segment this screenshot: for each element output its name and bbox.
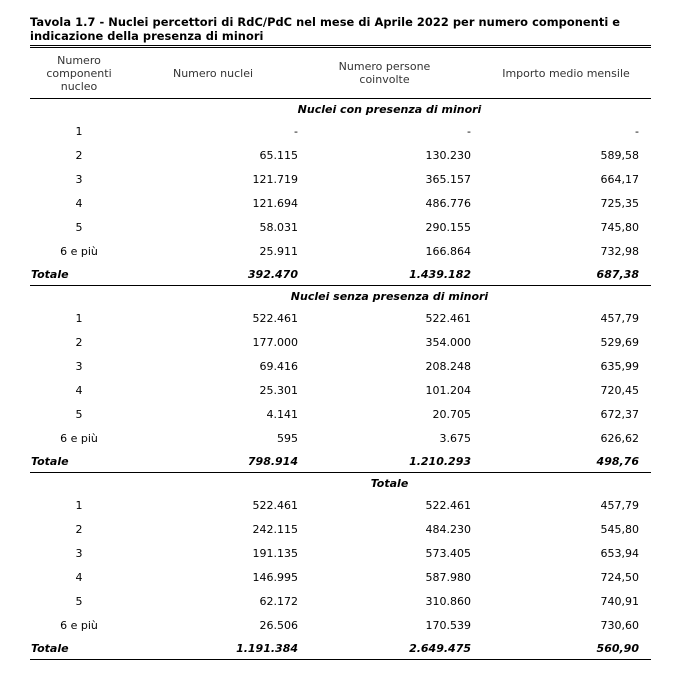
header-importo-label: Importo medio mensile [502, 66, 630, 80]
cell-importo: 545,80 [600, 522, 639, 536]
cell-componenti: 6 e più [60, 431, 98, 445]
table-row [30, 306, 651, 330]
cell-nuclei: 595 [277, 431, 298, 445]
cell-persone: 3.675 [439, 431, 471, 445]
section-header [30, 99, 651, 120]
cell-componenti: 4 [75, 383, 83, 397]
cell-nuclei: - [294, 124, 298, 138]
data-table [30, 48, 651, 660]
total-nuclei: 1.191.384 [128, 637, 298, 660]
cell-nuclei: 4.141 [266, 407, 298, 421]
cell-persone: 170.539 [425, 618, 471, 632]
table-row [30, 402, 651, 426]
table-row [30, 143, 651, 167]
table-row [30, 215, 651, 239]
total-row [30, 637, 651, 660]
table-row [30, 565, 651, 589]
cell-persone: 130.230 [425, 148, 471, 162]
cell-importo: 457,79 [600, 311, 639, 325]
cell-componenti: 1 [75, 498, 83, 512]
cell-nuclei: 146.995 [252, 570, 298, 584]
cell-persone: 484.230 [425, 522, 471, 536]
table-row [30, 119, 651, 143]
table-row [30, 378, 651, 402]
cell-persone: 290.155 [425, 220, 471, 234]
cell-nuclei: 121.719 [252, 172, 298, 186]
cell-nuclei: 26.506 [259, 618, 298, 632]
cell-nuclei: 25.911 [259, 244, 298, 258]
total-persone: 2.649.475 [298, 637, 471, 660]
section-header [30, 286, 651, 307]
total-label: Totale [30, 637, 128, 660]
total-importo: 687,38 [471, 263, 651, 286]
cell-componenti: 1 [75, 124, 83, 138]
cell-nuclei: 69.416 [259, 359, 298, 373]
cell-componenti: 2 [75, 335, 83, 349]
header-persone [298, 48, 471, 99]
cell-persone: 365.157 [425, 172, 471, 186]
total-label: Totale [30, 450, 128, 473]
cell-componenti: 3 [75, 359, 83, 373]
cell-persone: - [467, 124, 471, 138]
section-title: Nuclei senza presenza di minori [290, 289, 489, 303]
cell-componenti: 2 [75, 148, 83, 162]
total-row [30, 450, 651, 473]
cell-componenti: 6 e più [60, 618, 98, 632]
cell-persone: 166.864 [425, 244, 471, 258]
cell-importo: 732,98 [600, 244, 639, 258]
cell-importo: 745,80 [600, 220, 639, 234]
cell-nuclei: 121.694 [252, 196, 298, 210]
table-body [30, 99, 651, 660]
cell-componenti: 6 e più [60, 244, 98, 258]
header-persone-line1: Numero persone [338, 60, 431, 73]
cell-importo: 589,58 [600, 148, 639, 162]
cell-nuclei: 522.461 [252, 311, 298, 325]
cell-importo: 724,50 [600, 570, 639, 584]
header-persone-line2: coinvolte [359, 73, 410, 86]
cell-nuclei: 58.031 [259, 220, 298, 234]
cell-componenti: 4 [75, 196, 83, 210]
header-componenti-line2: componenti [46, 66, 112, 80]
table-row [30, 191, 651, 215]
cell-persone: 208.248 [425, 359, 471, 373]
cell-persone: 522.461 [425, 311, 471, 325]
cell-componenti: 4 [75, 570, 83, 584]
cell-nuclei: 191.135 [252, 546, 298, 560]
cell-persone: 20.705 [432, 407, 471, 421]
cell-persone: 310.860 [425, 594, 471, 608]
cell-nuclei: 522.461 [252, 498, 298, 512]
cell-nuclei: 177.000 [252, 335, 298, 349]
table-row [30, 541, 651, 565]
cell-componenti: 5 [75, 220, 83, 234]
cell-persone: 354.000 [425, 335, 471, 349]
cell-persone: 587.980 [425, 570, 471, 584]
table-row [30, 493, 651, 517]
header-componenti [30, 48, 128, 99]
cell-componenti: 1 [75, 311, 83, 325]
table-title: Tavola 1.7 - Nuclei percettori di RdC/PdC nel mese di Aprile 2022 per numero componenti e indicazione della presenza di minori [30, 15, 621, 43]
cell-importo: 653,94 [600, 546, 639, 560]
cell-importo: 664,17 [600, 172, 639, 186]
cell-persone: 486.776 [425, 196, 471, 210]
table-row [30, 517, 651, 541]
table-row [30, 239, 651, 263]
header-importo [471, 48, 651, 99]
table-row [30, 613, 651, 637]
cell-nuclei: 62.172 [259, 594, 298, 608]
header-row [30, 48, 651, 99]
section-title: Nuclei con presenza di minori [297, 102, 482, 116]
total-persone: 1.210.293 [298, 450, 471, 473]
cell-importo: 672,37 [600, 407, 639, 421]
total-row [30, 263, 651, 286]
cell-componenti: 3 [75, 172, 83, 186]
table-container [30, 0, 651, 660]
table-row [30, 167, 651, 191]
total-nuclei: 392.470 [128, 263, 298, 286]
table-row [30, 589, 651, 613]
cell-nuclei: 242.115 [252, 522, 298, 536]
table-row [30, 330, 651, 354]
cell-componenti: 2 [75, 522, 83, 536]
cell-persone: 573.405 [425, 546, 471, 560]
total-importo: 498,76 [471, 450, 651, 473]
cell-persone: 101.204 [425, 383, 471, 397]
header-componenti-line3: nucleo [60, 79, 98, 93]
cell-nuclei: 65.115 [259, 148, 298, 162]
cell-importo: - [635, 124, 639, 138]
cell-importo: 730,60 [600, 618, 639, 632]
header-nuclei [128, 48, 298, 99]
section-title: Totale [370, 476, 409, 490]
total-nuclei: 798.914 [128, 450, 298, 473]
cell-componenti: 3 [75, 546, 83, 560]
cell-componenti: 5 [75, 594, 83, 608]
table-row [30, 426, 651, 450]
cell-importo: 457,79 [600, 498, 639, 512]
total-importo: 560,90 [471, 637, 651, 660]
table-row [30, 354, 651, 378]
cell-importo: 740,91 [600, 594, 639, 608]
cell-nuclei: 25.301 [259, 383, 298, 397]
cell-importo: 725,35 [600, 196, 639, 210]
cell-importo: 529,69 [600, 335, 639, 349]
header-nuclei-label: Numero nuclei [172, 66, 254, 80]
cell-importo: 635,99 [600, 359, 639, 373]
cell-persone: 522.461 [425, 498, 471, 512]
cell-importo: 720,45 [600, 383, 639, 397]
total-label: Totale [30, 263, 128, 286]
section-header [30, 473, 651, 494]
cell-componenti: 5 [75, 407, 83, 421]
header-componenti-line1: Numero [57, 53, 101, 67]
total-persone: 1.439.182 [298, 263, 471, 286]
cell-importo: 626,62 [600, 431, 639, 445]
